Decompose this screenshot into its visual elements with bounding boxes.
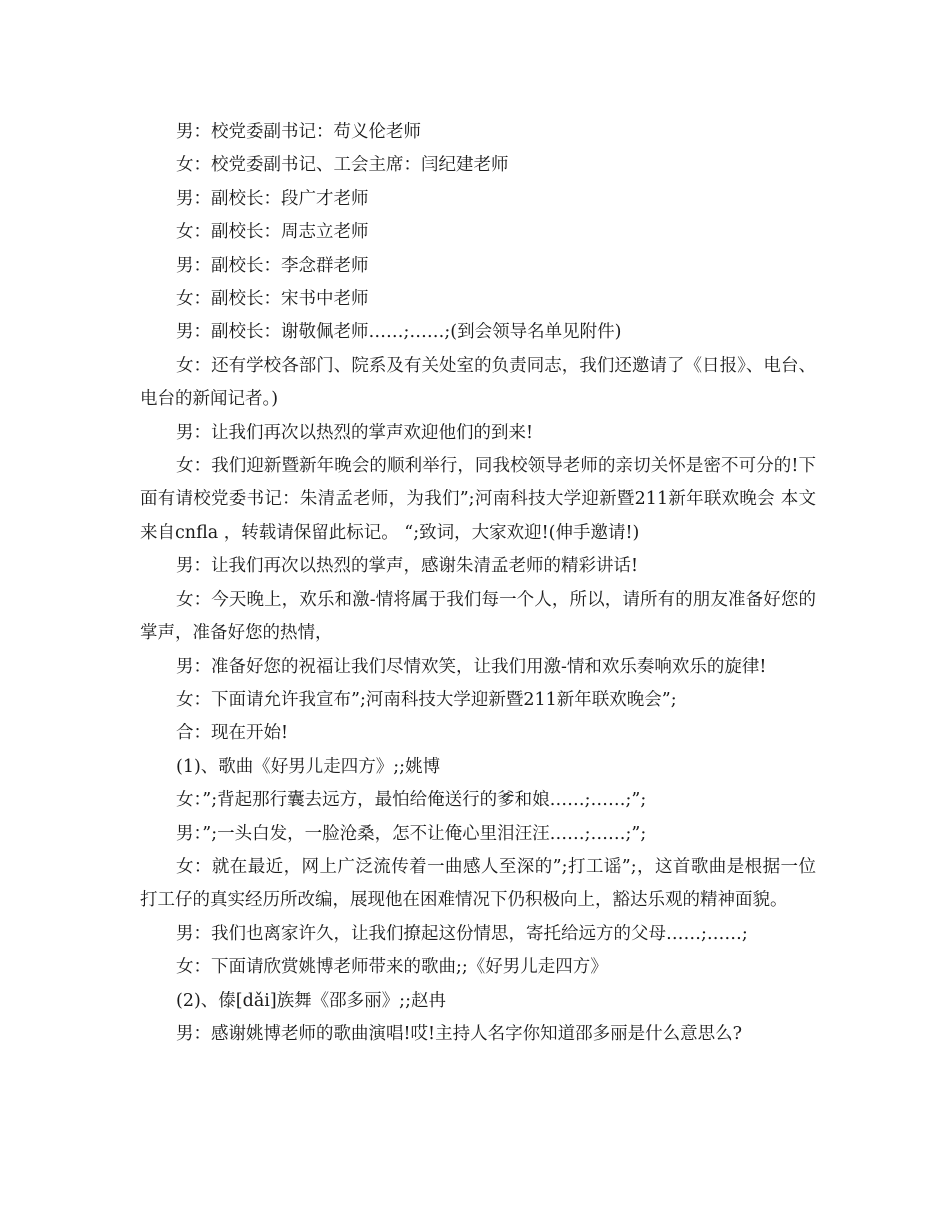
- paragraph: 女：今天晚上，欢乐和激-情将属于我们每一个人，所以，请所有的朋友准备好您的掌声，准备好您的热情，: [140, 589, 816, 644]
- paragraph: 女：”;背起那行囊去远方，最怕给俺送行的爹和娘……;……;”;: [176, 790, 647, 811]
- paragraph: 女：副校长：周志立老师: [176, 222, 369, 243]
- paragraph: 女：就在最近，网上广泛流传着一曲感人至深的”;打工谣”;，这首歌曲是根据一位打工仔的真实经历所改编，展现他在困难情况下仍积极向上，豁达乐观的精神面貌。: [140, 856, 816, 911]
- paragraph: 合：现在开始!: [176, 723, 289, 744]
- paragraph: 女：下面请欣赏姚博老师带来的歌曲;;《好男儿走四方》: [176, 957, 608, 978]
- paragraph: 男：副校长：谢敬佩老师……;……;(到会领导名单见附件): [176, 322, 622, 343]
- paragraph: 男：感谢姚博老师的歌曲演唱!哎!主持人名字你知道邵多丽是什么意思么?: [176, 1023, 742, 1044]
- paragraph: 男：校党委副书记：苟义伦老师: [176, 122, 421, 142]
- paragraph: 女：还有学校各部门、院系及有关处室的负责同志，我们还邀请了《日报》、电台、电台的新闻记者。): [140, 355, 816, 410]
- paragraph: 女：下面请允许我宣布”;河南科技大学迎新暨211新年联欢晚会”;: [176, 689, 677, 710]
- paragraph: (1)、歌曲《好男儿走四方》;;姚博: [176, 756, 441, 777]
- paragraph: 男：准备好您的祝福让我们尽情欢笑，让我们用激-情和欢乐奏响欢乐的旋律!: [176, 656, 767, 677]
- paragraph: 女：我们迎新暨新年晚会的顺利举行，同我校领导老师的亲切关怀是密不可分的!下面有请校党委书记：朱清孟老师，为我们”;河南科技大学迎新暨211新年联欢晚会 本文来自cnfla ，转载请保留此标记。 “;致词，大家欢迎!(伸手邀请!): [140, 456, 816, 543]
- paragraph: 男：副校长：段广才老师: [176, 188, 369, 209]
- paragraph: 男：让我们再次以热烈的掌声欢迎他们的到来!: [176, 422, 534, 443]
- paragraph: 男：副校长：李念群老师: [176, 255, 369, 276]
- paragraph: (2)、傣[dǎi]族舞《邵多丽》;;赵冉: [176, 990, 446, 1011]
- paragraph: 女：副校长：宋书中老师: [176, 289, 369, 310]
- paragraph: 女：校党委副书记、工会主席：闫纪建老师: [176, 155, 509, 176]
- paragraph: 男：让我们再次以热烈的掌声，感谢朱清孟老师的精彩讲话!: [176, 556, 639, 577]
- document-body: [140, 116, 816, 1051]
- paragraph: 男：”;一头白发，一脸沧桑，怎不让俺心里泪汪汪……;……;”;: [176, 823, 647, 844]
- paragraph: 男：我们也离家许久，让我们撩起这份情思，寄托给远方的父母……;……;: [176, 923, 748, 944]
